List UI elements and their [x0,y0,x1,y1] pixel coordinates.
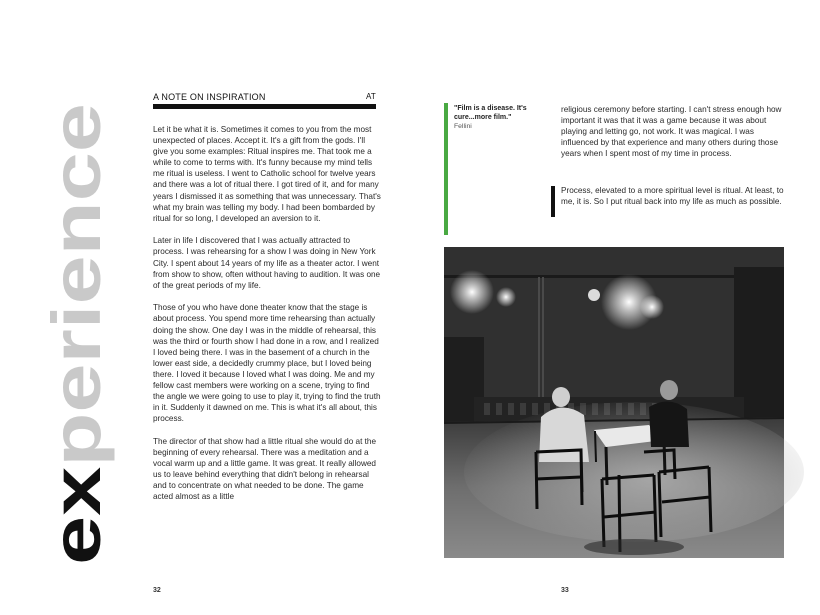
paragraph: Later in life I discovered that I was actually attracted to process. I was rehearsing for a show I was doing in New York City. I spent about 14 years of my life as a theater actor. I went from show to show, often without having to audition. It was one of the great periods of my life. [153,236,381,290]
quote-text: "Film is a disease. It's cure...more film." [454,105,527,121]
sidebar-quote [454,104,534,131]
paragraph: Let it be what it is. Sometimes it comes to you from the most unexpected of places. Accept it. It's a gift from the gods. I'll give you some examples: Ritual inspires me. That took me a while to come to terms with. It's funny because my mind tells me ritual is useless. I went to Catholic school for twelve years and there was a lot of ritual there. I got tired of it, and for many years I dismissed it as something that was unnecessary. That's what my brain was telling my body. I had been bombarded by ritual for so long, I developed an aversion to it. [153,125,381,223]
page-number-right: 33 [561,587,569,594]
paragraph: The director of that show had a little ritual she would do at the beginning of every rehearsal. There was a meditation and a vocal warm up and a little game. It was great. It really allowed us to leave behind everything that didn't belong in rehearsal and to concentrate on what needed to be done. The game acted almost as a little [153,436,377,502]
pull-quote: Process, elevated to a more spiritual level is ritual. At least, to me, it is. So I put ritual back into my life as much as possible. [561,186,784,207]
vertical-title-rest: perience [38,182,115,467]
svg-text:experience [38,103,115,565]
pull-quote-bar [551,186,555,217]
section-title: A NOTE ON INSPIRATION [153,92,266,102]
right-text-column [561,104,786,159]
vertical-title-experience [38,100,115,565]
page-number-left: 32 [153,587,161,594]
quote-accent-bar [444,103,448,235]
quote-author: Fellini [454,123,472,130]
header-rule [153,104,376,109]
author-initials: AT [365,92,376,101]
paragraph: Those of you who have done theater know that the stage is about process. You spend more time rehearsing than actually doing the show. One day I was in the middle of rehearsal, this was the third or fourth show I had done in a row, and I realized I loved being there. I was in the basement of a church in the lower east side, a decidedly crummy place, but I loved being there. I loved it because I loved what I was doing. Me and my fellow cast members were working on a scene, trying to find the angle we were going to use to play it, trying to find the truth in it. Suddenly it dawned on me. This is what it's all about, this process. [153,303,381,424]
paragraph: religious ceremony before starting. I can't stress enough how important it was that it was a game because it was about playing and letting go, not work. It was magical. I was influenced by that experience and many others during those years when I spent most of my time in process. [561,105,782,159]
stage-photo [444,247,784,558]
left-text-column [153,124,381,514]
vertical-title-accent: ex [38,488,115,565]
